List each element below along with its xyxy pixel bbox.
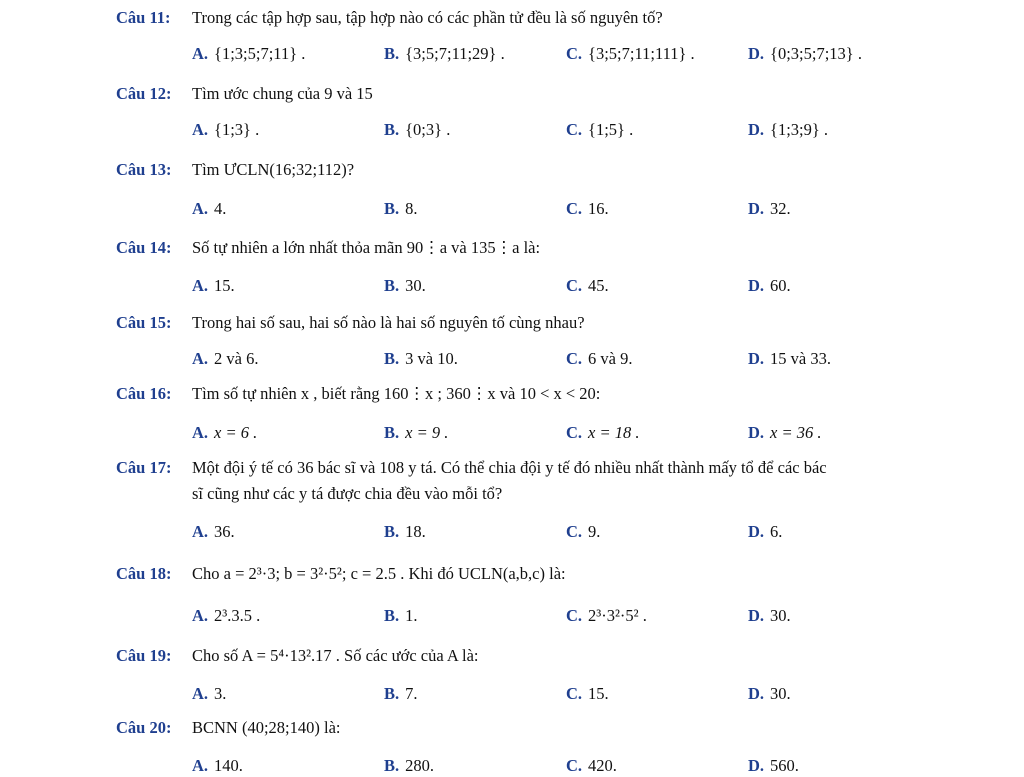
option-d: D. {1;3;9} .	[748, 120, 829, 139]
option-d: D. 30.	[748, 606, 791, 625]
question-number: Câu 20:	[116, 718, 172, 737]
question-text: BCNN (40;28;140) là:	[192, 718, 341, 737]
option-b: B. 280.	[384, 756, 435, 775]
question-number: Câu 12:	[116, 84, 172, 103]
option-b: B. 18.	[384, 522, 426, 541]
question-text: Một đội ý tế có 36 bác sĩ và 108 y tá. Có thể chia đội y tế đó nhiều nhất thành mấy tổ để các bác	[192, 458, 827, 477]
option-a: A. 15.	[192, 276, 235, 295]
option-c: C. 420.	[566, 756, 617, 775]
option-a: A. 4.	[192, 199, 227, 218]
option-c: C. 15.	[566, 684, 609, 703]
option-b: B. 3 và 10.	[384, 349, 458, 368]
question-text: Cho a = 2³·3; b = 3²·5²; c = 2.5 . Khi đó UCLN(a,b,c) là:	[192, 564, 566, 583]
option-d: D. 32.	[748, 199, 791, 218]
question-text: Tìm ước chung của 9 và 15	[192, 84, 373, 103]
option-c: C. 45.	[566, 276, 609, 295]
option-a: A. 140.	[192, 756, 243, 775]
option-a: A. {1;3;5;7;11} .	[192, 44, 306, 63]
option-c: C. {3;5;7;11;111} .	[566, 44, 695, 63]
option-a: A. 3.	[192, 684, 227, 703]
option-c: C. x = 18 .	[566, 423, 640, 442]
option-c: C. 9.	[566, 522, 601, 541]
option-a: A. 2³.3.5 .	[192, 606, 261, 625]
option-d: D. 60.	[748, 276, 791, 295]
question-text: Trong hai số sau, hai số nào là hai số nguyên tố cùng nhau?	[192, 313, 585, 332]
option-b: B. 30.	[384, 276, 426, 295]
question-text: Tìm ƯCLN(16;32;112)?	[192, 160, 355, 179]
question-text: Tìm số tự nhiên x , biết rằng 160⋮x ; 360⋮x và 10 < x < 20:	[192, 384, 601, 403]
option-c: C. 6 và 9.	[566, 349, 633, 368]
question-text: Số tự nhiên a lớn nhất thỏa mãn 90⋮a và 135⋮a là:	[192, 238, 541, 257]
option-b: B. {0;3} .	[384, 120, 451, 139]
option-d: D. 15 và 33.	[748, 349, 831, 368]
option-a: A. x = 6 .	[192, 423, 258, 442]
option-a: A. 2 và 6.	[192, 349, 259, 368]
question-number: Câu 15:	[116, 313, 172, 332]
option-d: D. x = 36 .	[748, 423, 822, 442]
question-text: Cho số A = 5⁴·13².17 . Số các ước của A là:	[192, 646, 479, 665]
question-number: Câu 11:	[116, 8, 171, 27]
question-number: Câu 17:	[116, 458, 172, 477]
question-text: Trong các tập hợp sau, tập hợp nào có các phần tử đều là số nguyên tố?	[192, 8, 663, 27]
option-b: B. 7.	[384, 684, 418, 703]
option-d: D. 30.	[748, 684, 791, 703]
option-a: A. 36.	[192, 522, 235, 541]
option-b: B. {3;5;7;11;29} .	[384, 44, 505, 63]
option-b: B. x = 9 .	[384, 423, 449, 442]
option-b: B. 8.	[384, 199, 418, 218]
question-number: Câu 16:	[116, 384, 172, 403]
question-text-continued: sĩ cũng như các y tá được chia đều vào mỗi tổ?	[192, 484, 503, 503]
option-c: C. 2³·3²·5² .	[566, 606, 647, 625]
question-number: Câu 19:	[116, 646, 172, 665]
question-number: Câu 18:	[116, 564, 172, 583]
option-d: D. 560.	[748, 756, 799, 775]
option-c: C. 16.	[566, 199, 609, 218]
option-c: C. {1;5} .	[566, 120, 634, 139]
option-d: D. 6.	[748, 522, 783, 541]
option-d: D. {0;3;5;7;13} .	[748, 44, 862, 63]
question-number: Câu 14:	[116, 238, 172, 257]
question-number: Câu 13:	[116, 160, 172, 179]
option-b: B. 1.	[384, 606, 418, 625]
option-a: A. {1;3} .	[192, 120, 260, 139]
